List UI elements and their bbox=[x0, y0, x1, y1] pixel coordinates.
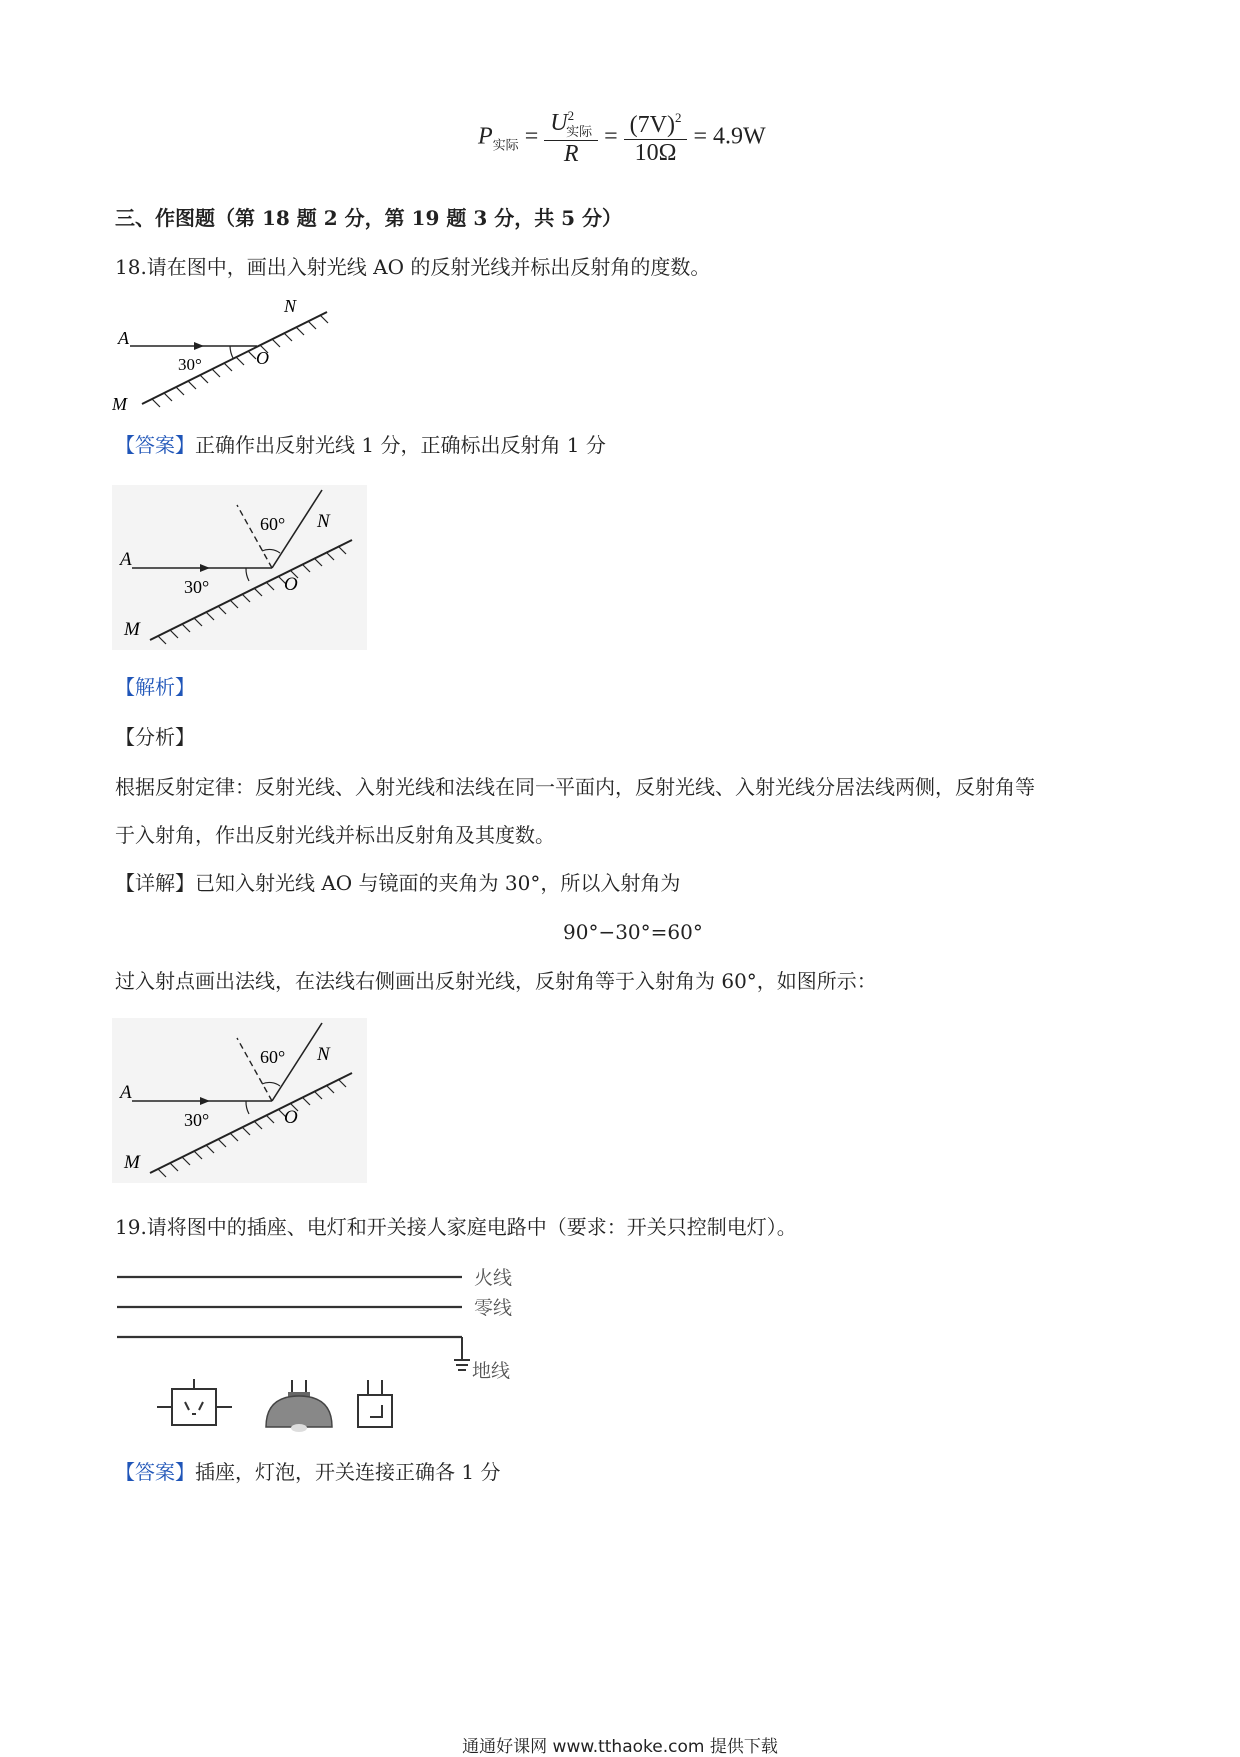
footer-text: 通通好课网 www.tthaoke.com 提供下载 bbox=[462, 1737, 778, 1757]
q19-circuit-diagram bbox=[112, 1262, 532, 1437]
answer-tag: 【答案】 bbox=[115, 433, 195, 457]
label-a-2: A bbox=[120, 549, 132, 570]
formula-result: = 4.9W bbox=[693, 123, 766, 150]
formula-p: P bbox=[478, 123, 493, 150]
power-formula bbox=[478, 108, 766, 168]
label-n-3: N bbox=[317, 1044, 330, 1065]
formula-u-sub: 实际 bbox=[566, 124, 593, 139]
q18-question-diagram bbox=[112, 292, 342, 417]
label-n: N bbox=[284, 296, 297, 316]
label-n-2: N bbox=[317, 511, 330, 532]
q18-prompt: 18.请在图中，画出入射光线 AO 的反射光线并标出反射角的度数。 bbox=[115, 255, 711, 279]
label-60deg-2: 60° bbox=[260, 514, 286, 534]
fenxi-line-2: 于入射角，作出反射光线并标出反射角及其度数。 bbox=[115, 823, 555, 847]
label-m: M bbox=[112, 394, 127, 414]
formula-p-sub: 实际 bbox=[492, 137, 519, 153]
formula-eq-2: = bbox=[604, 123, 618, 150]
q18-answer-diagram bbox=[112, 485, 367, 650]
formula-frac-2 bbox=[624, 110, 688, 167]
q19-answer-tag: 【答案】 bbox=[115, 1460, 195, 1484]
label-o-3: O bbox=[284, 1107, 298, 1128]
detail-tag: 【详解】 bbox=[115, 871, 195, 895]
answer-text: 正确作出反射光线 1 分，正确标出反射角 1 分 bbox=[195, 433, 606, 457]
analysis-tag: 【解析】 bbox=[115, 675, 195, 699]
label-30deg-3: 30° bbox=[184, 1110, 210, 1130]
label-o-2: O bbox=[284, 574, 298, 595]
label-a: A bbox=[118, 328, 129, 348]
socket-icon bbox=[157, 1379, 232, 1425]
q19-answer-text: 插座，灯泡，开关连接正确各 1 分 bbox=[195, 1460, 501, 1484]
formula-u-sup: 2 bbox=[567, 108, 575, 123]
label-neutral: 零线 bbox=[474, 1298, 513, 1319]
q19-prompt: 19.请将图中的插座、电灯和开关接人家庭电路中（要求：开关只控制电灯）。 bbox=[115, 1215, 797, 1239]
label-live: 火线 bbox=[474, 1268, 513, 1289]
formula-r: R bbox=[563, 141, 579, 167]
after-calc: 过入射点画出法线，在法线右侧画出反射光线，反射角等于入射角为 60°，如图所示： bbox=[115, 969, 877, 993]
formula-eq-1: = bbox=[524, 123, 539, 150]
fenxi-tag: 【分析】 bbox=[115, 725, 195, 749]
label-a-3: A bbox=[120, 1082, 132, 1103]
formula-7v-sup: 2 bbox=[674, 109, 682, 125]
label-o: O bbox=[256, 348, 269, 368]
lamp-icon bbox=[266, 1380, 332, 1432]
label-30deg-2: 30° bbox=[184, 577, 210, 597]
q18-answer bbox=[115, 430, 606, 460]
label-ground: 地线 bbox=[472, 1361, 511, 1382]
q18-detail-diagram bbox=[112, 1018, 367, 1183]
formula-10ohm: 10Ω bbox=[634, 139, 677, 166]
detail-text: 已知入射光线 AO 与镜面的夹角为 30°，所以入射角为 bbox=[195, 871, 681, 895]
formula-frac-1 bbox=[544, 108, 598, 168]
label-m-2: M bbox=[124, 619, 140, 640]
section-heading: 三、作图题（第 18 题 2 分，第 19 题 3 分，共 5 分） bbox=[115, 206, 623, 230]
formula-7v: (7V) bbox=[629, 111, 675, 138]
fenxi-line-1: 根据反射定律：反射光线、入射光线和法线在同一平面内，反射光线、入射光线分居法线两侧，反射角等 bbox=[115, 775, 1035, 799]
formula-u: U bbox=[550, 110, 568, 136]
switch-icon bbox=[358, 1380, 392, 1427]
q19-answer bbox=[115, 1457, 500, 1487]
label-m-3: M bbox=[124, 1152, 140, 1173]
label-30deg: 30° bbox=[178, 355, 202, 374]
detail-line bbox=[115, 868, 680, 898]
calc-line: 90°−30°=60° bbox=[563, 920, 703, 944]
label-60deg-3: 60° bbox=[260, 1047, 286, 1067]
